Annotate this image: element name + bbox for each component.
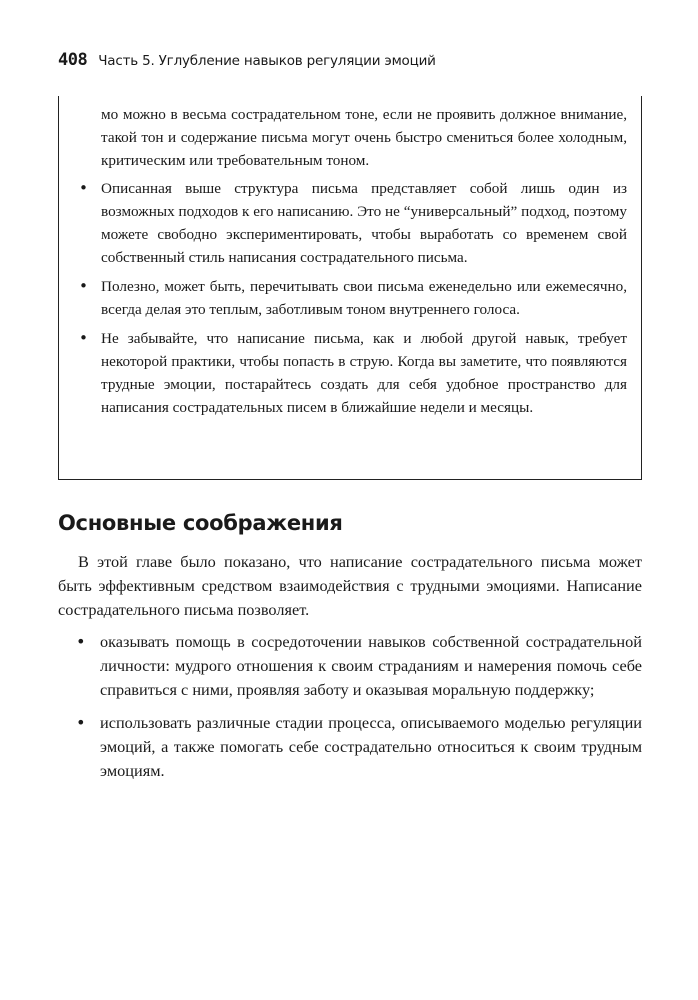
section-title: Основные соображения bbox=[58, 511, 343, 535]
bullet-icon: • bbox=[79, 179, 88, 197]
page-number: 408 bbox=[58, 50, 88, 70]
main-bullet-item bbox=[58, 630, 642, 702]
box-continued-text: мо можно в весьма сострадательном тоне, если не проявить должное внимание, такой тон и содержание письма могут очень быстро смениться более холодным, критическим или требовательным тоном. bbox=[101, 106, 627, 169]
main-text bbox=[58, 550, 642, 792]
box-bullet-list bbox=[79, 177, 627, 419]
page-header bbox=[58, 50, 436, 70]
main-bullet-text: оказывать помощь в сосредоточении навыков собственной сострадательной личности: мудрого отношения к своим страданиям и намерения помочь себе справиться с ними, проявляя заботу и оказывая моральную поддержку; bbox=[100, 632, 642, 699]
box-bullet-text: Полезно, может быть, перечитывать свои письма еженедельно или ежемесячно, всегда делая это теплым, заботливым тоном внутреннего голоса. bbox=[101, 278, 627, 318]
main-bullet-text: использовать различные стадии процесса, описываемого моделью регуляции эмоций, а также помогать себе сострадательно относиться к своим трудным эмоциям. bbox=[100, 713, 642, 780]
main-bullet-item bbox=[58, 711, 642, 783]
box-bullet-item bbox=[79, 327, 627, 419]
main-bullet-list bbox=[58, 630, 642, 783]
intro-paragraph: В этой главе было показано, что написание сострадательного письма может быть эффективным средством взаимодействия с трудными эмоциями. Написание сострадательного письма позволяет. bbox=[58, 552, 642, 619]
box-bullet-text: Описанная выше структура письма представляет собой лишь один из возможных подходов к его написанию. Это не “универсальный” подход, поэтому можете свободно экспериментировать, чтобы выработать со временем свой собственный стиль написания сострадательного письма. bbox=[101, 180, 627, 266]
bullet-icon: • bbox=[76, 713, 86, 732]
box-bullet-item bbox=[79, 177, 627, 269]
sidebar-box bbox=[58, 96, 642, 480]
box-bullet-text: Не забывайте, что написание письма, как и любой другой навык, требует некоторой практики, чтобы попасть в струю. Когда вы заметите, что появляются трудные эмоции, постарайтесь создать для себя удобное пространство для написания сострадательных писем в ближайшие недели и месяцы. bbox=[101, 330, 627, 416]
bullet-icon: • bbox=[79, 329, 88, 347]
box-bullet-item bbox=[79, 275, 627, 321]
running-head: Часть 5. Углубление навыков регуляции эмоций bbox=[98, 53, 436, 69]
bullet-icon: • bbox=[79, 277, 88, 295]
bullet-icon: • bbox=[76, 632, 86, 651]
